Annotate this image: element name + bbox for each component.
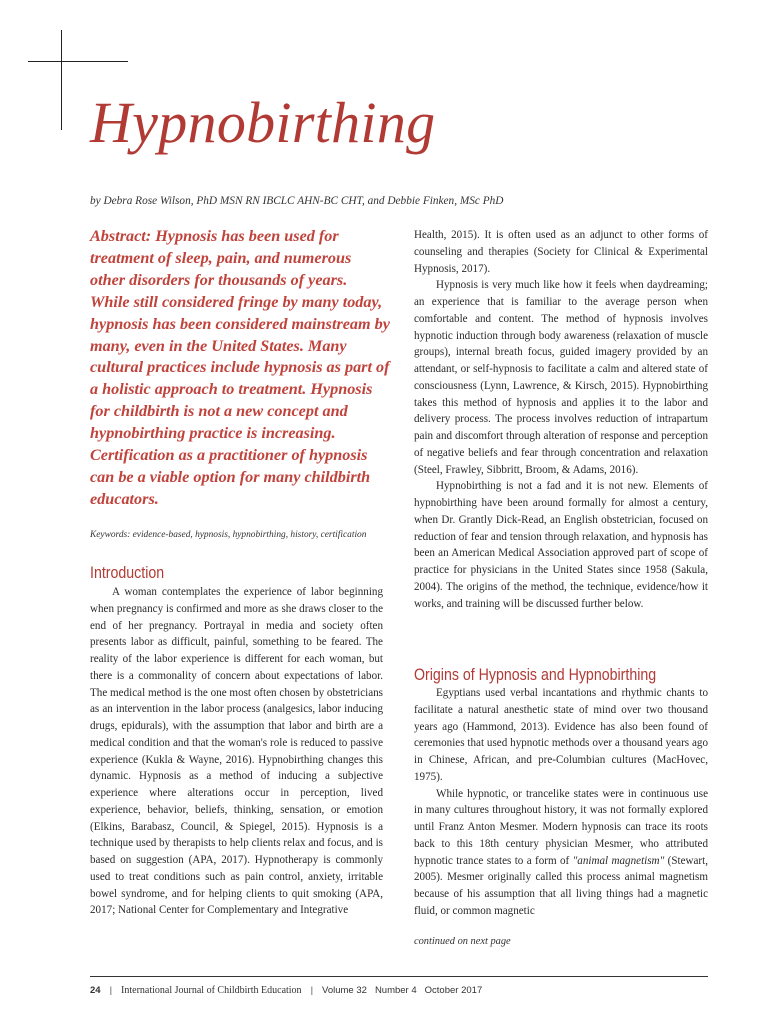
paragraph: Hypnosis is very much like how it feels when daydreaming; an experience that is familiar to the average person when comfortable and content. The method of hypnosis involves hypnotic induction through body awareness (relaxation of muscle groups), internal breath focus, guided imagery provided by an attendant, or self-hypnosis to facilitate a calm and altered state of consciousness (Lynn, Lawrence, & Kirsch, 2015). Hypnobirthing takes this method of hypnosis and applies it to the labor and delivery process. The process involves reduction of intrapartum pain and discomfort through alteration of response and perception of negative beliefs and fear through concentration and relaxation (Steel, Frawley, Sibbritt, Broom, & Adams, 2016). <box>414 279 708 476</box>
paragraph: Hypnobirthing is not a fad and it is not new. Elements of hypnobirthing have been around formally for almost a century, when Dr. Grantly Dick-Read, an English obstetrician, focused on reduction of fear and tension through relaxation, and hypnosis has been an American Medical Association approved part of scope of practice for physicians in the United States since 1958 (Sakula, 2004). The origins of the method, the technique, evidence/how it works, and training will be discussed further below. <box>414 480 708 610</box>
introduction-body-left-column <box>90 584 383 919</box>
crop-mark-vertical <box>61 30 62 130</box>
author-byline: by Debra Rose Wilson, PhD MSN RN IBCLC AHN-BC CHT, and Debbie Finken, MSc PhD <box>90 195 504 207</box>
crop-mark-horizontal <box>28 61 128 62</box>
footer-separator: | <box>109 985 113 996</box>
issue-date: October 2017 <box>424 985 483 996</box>
page-number: 24 <box>90 985 101 996</box>
paragraph: Egyptians used verbal incantations and rhythmic chants to facilitate a natural anesthetic state of mind over two thousand years ago (Hammond, 2013). Evidence has also been found of ceremonies that used hypnotic methods over a thousand years ago in Chinese, African, and pre-Columbian cultures (MacHovec, 1975). <box>414 687 708 783</box>
paragraph: A woman contemplates the experience of labor beginning when pregnancy is confirmed and more as she draws closer to the end of her pregnancy. Portrayal in media and society often presents labor as difficult, painful, something to be feared. The reality of the labor experience is different for each woman, but there is a commonality of concern about expectations of labor. The medical method is the one most often chosen by obstetricians as an intervention in the labor process (analgesics, labor inducing drugs, epidurals), with the assumption that labor and birth are a medical condition and that the woman's role is reduced to passive experience (Kukla & Wayne, 2016). Hypnobirthing changes this dynamic. Hypnosis as a method of inducing a subjective experience where alterations occur in perception, lived experience, behavior, beliefs, thinking, sensation, or emotion (Elkins, Barabasz, Council, & Spiegel, 2015). Hypnosis is a technique used by therapists to help clients relax and focus, and is based on suggestion (APA, 2017). Hypnotherapy is commonly used to treat conditions such as pain control, anxiety, irritable bowel syndrome, and for helping clients to quit smoking (APA, 2017; National Center for Complementary and Integrative <box>90 586 383 917</box>
footer-rule <box>90 976 708 977</box>
issue-number: Number 4 <box>374 985 417 996</box>
emphasized-term: "animal magnetism" <box>572 854 665 867</box>
introduction-body-right-column <box>414 227 708 612</box>
text-run: While hypnotic, or trancelike states were in continuous use in many cultures throughout history, it was not formally explored until Franz Anton Mesmer. Modern hypnosis can trace its roots back to this 18th century physician Mesmer, who attributed hypnotic trance states to a form of <box>414 787 708 867</box>
continued-note: continued on next page <box>414 936 511 947</box>
volume: Volume 32 <box>322 985 367 996</box>
section-heading-introduction: Introduction <box>90 564 165 582</box>
page-footer <box>90 984 482 998</box>
footer-separator: | <box>310 985 314 996</box>
article-title: Hypnobirthing <box>90 90 436 155</box>
paragraph <box>414 786 708 920</box>
origins-body <box>414 685 708 920</box>
text-run: (Stewart, 2005). Mesmer originally called this process animal magnetism because of his assumption that all living things had a magnetic fluid, or common magnetic <box>414 854 708 917</box>
section-heading-origins: Origins of Hypnosis and Hypnobirthing <box>414 666 657 684</box>
abstract: Abstract: Hypnosis has been used for treatment of sleep, pain, and numerous other disorders for thousands of years. While still considered fringe by many today, hypnosis has been considered mainstream by many, even in the United States. Many cultural practices include hypnosis as part of a holistic approach to treatment. Hypnosis for childbirth is not a new concept and hypnobirthing practice is increasing. Certification as a practitioner of hypnosis can be a viable option for many childbirth educators. <box>90 227 390 508</box>
paragraph-continuation: Health, 2015). It is often used as an adjunct to other forms of counseling and therapies (Society for Clinical & Experimental Hypnosis, 2017). <box>414 229 708 275</box>
keywords: Keywords: evidence-based, hypnosis, hypnobirthing, history, certification <box>90 530 367 540</box>
journal-name: International Journal of Childbirth Education <box>121 985 302 996</box>
